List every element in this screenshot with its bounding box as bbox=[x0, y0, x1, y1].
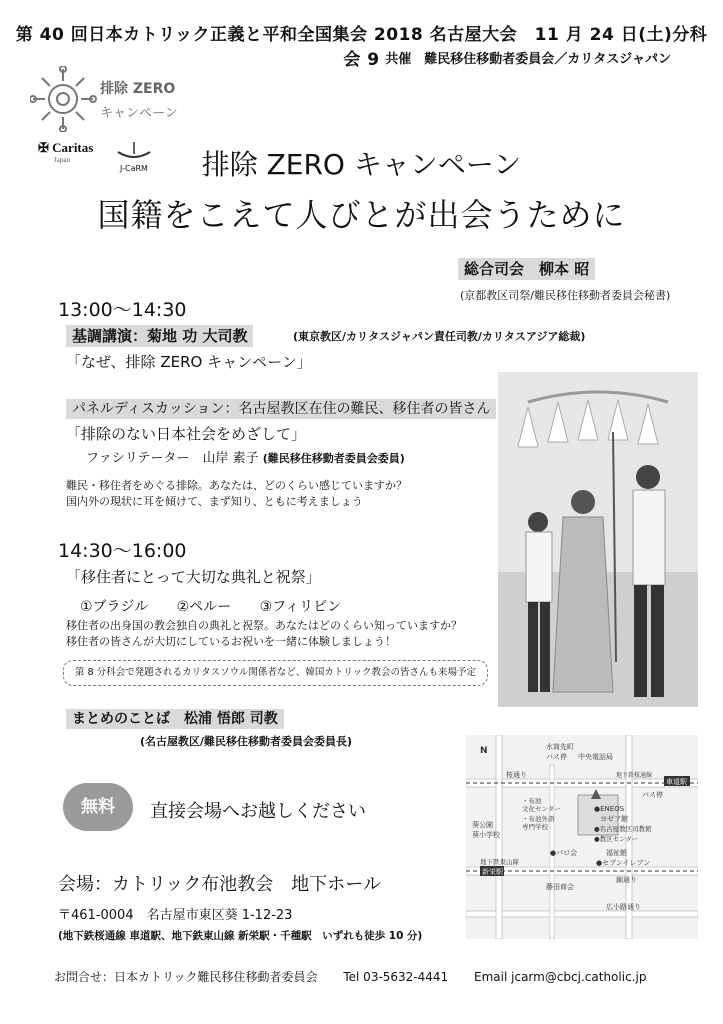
closing-speaker: まとめのことば 松浦 悟郎 司教 bbox=[66, 709, 284, 729]
map-label-nunoike-center: ・布池 bbox=[522, 797, 542, 805]
headline-line2: 国籍をこえて人びとが出会うために bbox=[97, 196, 626, 234]
session2-description bbox=[66, 618, 462, 650]
zero-logo-line2: キャンペーン bbox=[100, 106, 178, 121]
headline-line1: 排除 ZERO キャンペーン bbox=[201, 148, 522, 181]
keynote-title: 「なぜ、排除 ZERO キャンペーン」 bbox=[66, 353, 312, 371]
access-map bbox=[466, 735, 698, 939]
map-label-subway-higashiyama: 地下鉄東山線 bbox=[480, 858, 519, 866]
emcee-name: 総合司会 柳本 昭 bbox=[458, 258, 595, 280]
keynote-label bbox=[66, 325, 253, 346]
jcarm-wordmark: J-CaRM bbox=[120, 164, 148, 173]
facilitator bbox=[86, 447, 405, 466]
festival-photo bbox=[498, 372, 698, 707]
contact-org: お問合せ：日本カトリック難民移住移動者委員会 bbox=[54, 970, 318, 984]
map-label-shinsakae: 新栄駅 bbox=[482, 868, 503, 876]
contact-tel: Tel 03-5632-4441 bbox=[343, 970, 449, 984]
map-label-kinpo: 錦通り bbox=[616, 876, 637, 884]
panel-heading: パネルディスカッション：名古屋教区在住の難民、移住者の皆さん bbox=[66, 399, 496, 419]
emcee-label bbox=[458, 258, 595, 279]
map-label-busstop1: バス停 bbox=[546, 753, 567, 761]
panel-description bbox=[66, 478, 407, 510]
caritas-cross-icon: ✠ bbox=[38, 140, 53, 155]
zero-campaign-logo bbox=[30, 66, 180, 132]
venue-access: (地下鉄桜通線 車道駅、地下鉄東山線 新栄駅・千種駅 いずれも徒歩 10 分) bbox=[58, 930, 423, 942]
session2-title: 「移住者にとって大切な典礼と祝祭」 bbox=[66, 568, 321, 586]
venue-address: 〒461-0004 名古屋市東区葵 1-12-23 bbox=[58, 908, 293, 923]
country-brazil: ①ブラジル bbox=[80, 599, 149, 615]
keynote-speaker: 基調講演：菊地 功 大司教 bbox=[66, 325, 253, 347]
event-title: 第 40 回日本カトリック正義と平和全国集会 2018 名古屋大会 11 月 24 日(土)分科会 9 bbox=[15, 25, 708, 70]
map-label-central-tel: 中央電話局 bbox=[578, 753, 613, 761]
caritas-wordmark: Caritas bbox=[52, 140, 94, 155]
panel-desc-line2: 国内外の現状に耳を傾けて、まず知り、ともに考えましょう bbox=[66, 495, 363, 508]
facilitator-name: ファシリテーター 山岸 素子 bbox=[86, 451, 259, 466]
map-label-nunoike-center2: 文化センター bbox=[522, 805, 561, 813]
map-label-diocese-center: ●教区センター bbox=[594, 835, 639, 843]
map-label-busstop2: バス停 bbox=[642, 791, 663, 799]
emcee-note: (京都教区司祭/難民移住移動者委員会秘書) bbox=[460, 289, 671, 302]
panel-label bbox=[66, 398, 496, 418]
map-label-joseph: ヨゼフ館 bbox=[600, 815, 628, 823]
map-label-nunoike-foreign2: 専門学校 bbox=[522, 823, 548, 831]
caritas-sub: Japan bbox=[54, 156, 70, 164]
map-label-subway-sakura: 地下鉄桜通線 bbox=[616, 772, 653, 779]
map-label-kurumamichi: 車道駅 bbox=[666, 778, 687, 786]
map-label-diocese: ●名古屋教区司教館 bbox=[594, 825, 652, 833]
zero-logo-line1: 排除 ZERO bbox=[100, 81, 176, 97]
sun-emblem-icon bbox=[30, 66, 180, 132]
closing-note: (名古屋教区/難民移住移動者委員会委員長) bbox=[140, 735, 353, 748]
contact-line bbox=[54, 968, 668, 985]
panel-desc-line1: 難民・移住者をめぐる排除。あなたは、どのくらい感じていますか？ bbox=[66, 479, 407, 492]
admission-text: 直接会場へお越しください bbox=[150, 801, 366, 822]
map-label-aoi-park: 葵公園 bbox=[472, 821, 493, 829]
map-label-fukushikan: 福祉館 bbox=[606, 849, 627, 857]
session2-time: 14:30～16:00 bbox=[58, 540, 187, 562]
session2-desc-line2: 移住者の皆さんが大切にしているお祝いを一緒に体験しましょう！ bbox=[66, 635, 396, 648]
session2-desc-line1: 移住者の出身国の教会独自の典礼と祝祭。あなたはどのくらい知っていますか？ bbox=[66, 619, 462, 632]
map-label-eneos: ●ENEOS bbox=[594, 805, 625, 813]
country-list bbox=[80, 596, 365, 616]
cosponsor-line: 共催 難民移住移動者委員会／カリタスジャパン bbox=[385, 52, 671, 67]
map-label-aoi-school: 葵小学校 bbox=[472, 831, 500, 839]
country-philippines: ③フィリピン bbox=[259, 599, 342, 615]
map-north-icon: N bbox=[480, 746, 488, 756]
map-label-suikaku: 水筒先町 bbox=[546, 743, 574, 751]
free-badge: 無料 bbox=[63, 783, 133, 831]
panel-title: 「排除のない日本社会をめざして」 bbox=[66, 425, 307, 443]
korea-notice: 第 8 分科会で発題されるカリタスソウル関係者など、韓国カトリック教会の皆さんも来場予定 bbox=[63, 660, 488, 686]
map-label-seven: ●セブンイレブン bbox=[596, 859, 651, 867]
closing-label bbox=[66, 708, 284, 728]
session1-time: 13:00～14:30 bbox=[58, 299, 187, 321]
venue-name: 会場：カトリック布池教会 地下ホール bbox=[58, 874, 381, 895]
country-peru: ②ペルー bbox=[176, 599, 232, 615]
map-label-hirokoji: 広小路通り bbox=[606, 903, 641, 911]
keynote-note: (東京教区/カリタスジャパン責任司教/カリタスアジア総裁) bbox=[293, 330, 586, 343]
map-label-fujita: 藤田商会 bbox=[546, 883, 574, 891]
map-label-nunoike-foreign: ・布池外語 bbox=[522, 815, 555, 823]
map-label-sakuradori: 桜通り bbox=[506, 771, 527, 779]
map-label-paro: ●パロ会 bbox=[550, 849, 578, 857]
facilitator-note: (難民移住移動者委員会委員) bbox=[262, 452, 405, 465]
contact-email[interactable]: Email jcarm@cbcj.catholic.jp bbox=[474, 970, 647, 984]
